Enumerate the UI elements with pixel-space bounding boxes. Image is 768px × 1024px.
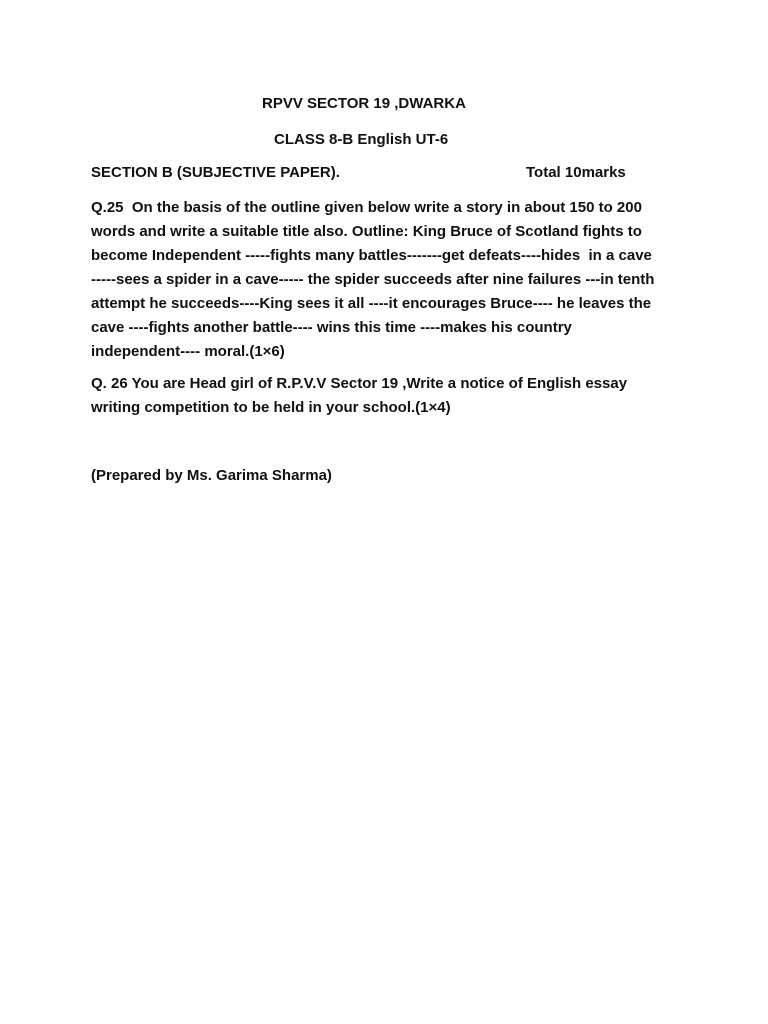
total-marks: Total 10marks <box>526 164 626 181</box>
question-26-line: writing competition to be held in your school.(1×4) <box>91 399 451 416</box>
prepared-by: (Prepared by Ms. Garima Sharma) <box>91 467 332 484</box>
school-name: RPVV SECTOR 19 ,DWARKA <box>262 95 466 112</box>
question-25-line: cave ----fights another battle---- wins this time ----makes his country <box>91 319 572 336</box>
section-heading: SECTION B (SUBJECTIVE PAPER). <box>91 164 340 181</box>
question-25-line: become Independent -----fights many battles-------get defeats----hides in a cave <box>91 247 652 264</box>
question-25-line: attempt he succeeds----King sees it all ----it encourages Bruce---- he leaves the <box>91 295 652 312</box>
question-25-line: Q.25 On the basis of the outline given below write a story in about 150 to 200 <box>91 199 642 216</box>
question-25-line: independent---- moral.(1×6) <box>91 343 285 360</box>
question-25 <box>91 196 691 364</box>
question-26-line: Q. 26 You are Head girl of R.P.V.V Sector 19 ,Write a notice of English essay <box>91 375 628 392</box>
class-subject-title: CLASS 8-B English UT-6 <box>274 131 449 148</box>
question-26 <box>91 372 691 420</box>
question-25-line: words and write a suitable title also. Outline: King Bruce of Scotland fights to <box>91 223 642 240</box>
question-25-line: -----sees a spider in a cave----- the spider succeeds after nine failures ---in tenth <box>91 271 655 288</box>
